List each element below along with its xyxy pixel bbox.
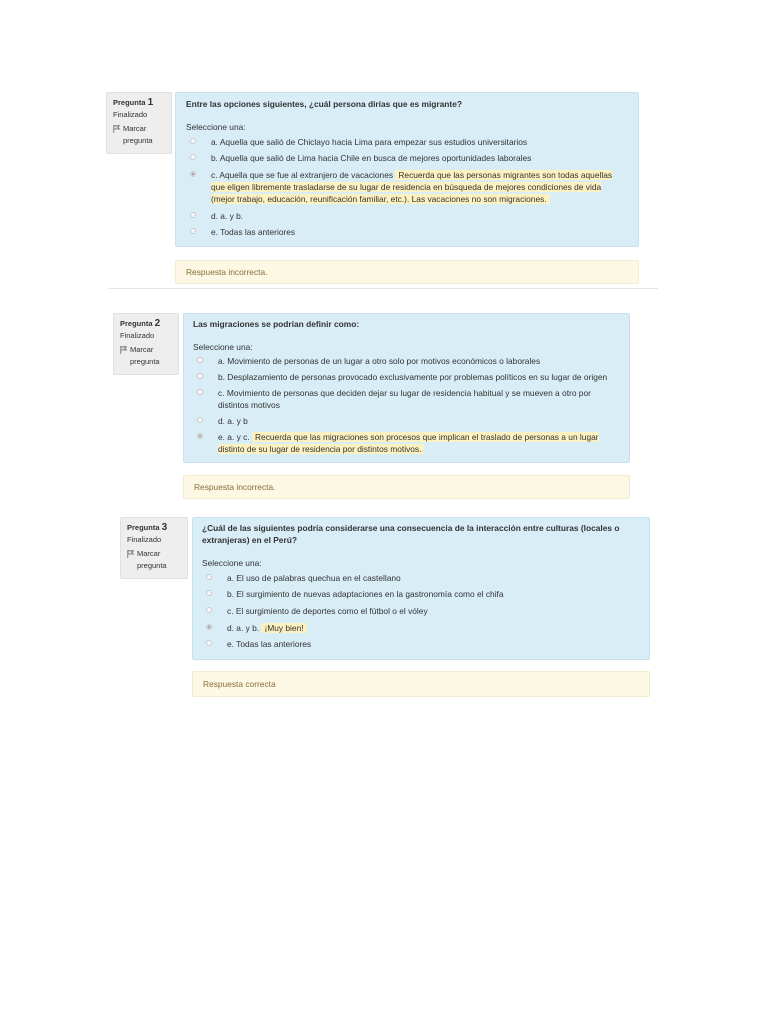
flag-label: Marcar pregunta — [123, 124, 153, 145]
answer-option-c[interactable] — [206, 605, 626, 617]
radio-button-selected[interactable] — [206, 624, 212, 630]
radio-button[interactable] — [190, 228, 196, 234]
question-status: Finalizado — [127, 535, 162, 544]
answer-option-c[interactable] — [197, 387, 602, 411]
radio-button[interactable] — [190, 154, 196, 160]
question-status: Finalizado — [113, 110, 148, 119]
answer-option-e[interactable] — [206, 638, 626, 650]
option-text-with-feedback — [227, 622, 307, 634]
answer-option-a[interactable] — [197, 355, 617, 367]
specific-feedback: Recuerda que las personas migrantes son todas aquellas que eligen libremente trasladarse de su lugar de residencia en búsqueda de mejores condiciones de vida (mejor trabajo, educación, reunificación familiar, etc.). Las vacaciones no son migraciones. — [211, 170, 613, 204]
question-number-value: 1 — [147, 97, 154, 108]
option-text: b. El surgimiento de nuevas adaptaciones en la gastronomía como el chifa — [227, 589, 504, 599]
question-number-value: 3 — [161, 522, 168, 533]
option-text-with-feedback — [211, 169, 620, 205]
flag-label: Marcar pregunta — [130, 345, 160, 366]
question-info — [106, 92, 172, 154]
radio-button[interactable] — [206, 640, 212, 646]
answer-option-d[interactable] — [197, 415, 617, 427]
flag-icon — [113, 125, 121, 133]
answer-option-a[interactable] — [206, 572, 626, 584]
flag-icon — [127, 550, 135, 558]
option-text: c. Movimiento de personas que deciden dejar su lugar de residencia habitual y se mueven a otro por distintos motivos — [218, 388, 591, 410]
question-content — [175, 92, 639, 247]
question-info — [120, 517, 188, 579]
option-text: c. El surgimiento de deportes como el fútbol o el vóley — [227, 606, 428, 616]
option-text: b. Desplazamiento de personas provocado exclusivamente por problemas políticos en su lugar de origen — [218, 372, 608, 382]
answer-option-c[interactable] — [190, 169, 620, 205]
option-text: a. Movimiento de personas de un lugar a otro solo por motivos económicos o laborales — [218, 356, 541, 366]
radio-button[interactable] — [206, 607, 212, 613]
question-content — [183, 313, 630, 463]
radio-button-selected[interactable] — [190, 171, 196, 177]
option-text: a. El uso de palabras quechua en el castellano — [227, 573, 401, 583]
answer-option-e[interactable] — [197, 431, 612, 455]
question-number — [120, 318, 172, 330]
answer-prompt: Seleccione una: — [193, 342, 253, 352]
flag-icon — [120, 346, 128, 354]
flag-label: Marcar pregunta — [137, 549, 167, 570]
question-text: Las migraciones se podrían definir como: — [193, 319, 360, 329]
radio-button[interactable] — [190, 212, 196, 218]
option-text: a. Aquella que salió de Chiclayo hacia Lima para empezar sus estudios universitarios — [211, 137, 528, 147]
answer-option-d[interactable] — [206, 622, 626, 634]
divider — [108, 288, 658, 289]
option-text: d. a. y b. — [211, 211, 244, 221]
option-text: e. Todas las anteriores — [211, 227, 296, 237]
question-label: Pregunta — [127, 523, 160, 532]
specific-feedback: ¡Muy bien! — [261, 623, 306, 633]
flag-question-link[interactable] — [120, 344, 172, 368]
question-result: Respuesta incorrecta. — [183, 475, 630, 499]
option-text: e. Todas las anteriores — [227, 639, 312, 649]
question-text: ¿Cuál de las siguientes podría considerarse una consecuencia de la interacción entre culturas (locales o extranjeras) en el Perú? — [202, 523, 620, 545]
question-status: Finalizado — [120, 331, 155, 340]
answer-option-e[interactable] — [190, 226, 630, 238]
radio-button[interactable] — [197, 417, 203, 423]
question-text: Entre las opciones siguientes, ¿cuál persona dirías que es migrante? — [186, 99, 462, 109]
radio-button[interactable] — [197, 373, 203, 379]
radio-button[interactable] — [206, 590, 212, 596]
question-content — [192, 517, 650, 660]
radio-button[interactable] — [206, 574, 212, 580]
answer-option-a[interactable] — [190, 136, 630, 148]
flag-question-link[interactable] — [113, 123, 165, 147]
specific-feedback: Recuerda que las migraciones son procesos que implican el traslado de personas a un lugar distinto de su lugar de residencia por distintos motivos. — [218, 432, 599, 454]
option-text-with-feedback — [218, 431, 612, 455]
option-text: d. a. y b — [218, 416, 248, 426]
question-result: Respuesta correcta — [192, 671, 650, 697]
radio-button[interactable] — [190, 138, 196, 144]
question-label: Pregunta — [120, 319, 153, 328]
option-text: d. a. y b. — [227, 623, 260, 633]
radio-button[interactable] — [197, 389, 203, 395]
question-label: Pregunta — [113, 98, 146, 107]
answer-option-d[interactable] — [190, 210, 630, 222]
answer-prompt: Seleccione una: — [186, 122, 246, 132]
answer-prompt: Seleccione una: — [202, 558, 262, 568]
radio-button-selected[interactable] — [197, 433, 203, 439]
option-text: c. Aquella que se fue al extranjero de vacaciones — [211, 170, 394, 180]
question-number-value: 2 — [154, 318, 161, 329]
question-number — [127, 522, 181, 534]
answer-option-b[interactable] — [206, 588, 626, 600]
flag-question-link[interactable] — [127, 548, 181, 572]
option-text: b. Aquella que salió de Lima hacia Chile en busca de mejores oportunidades laborales — [211, 153, 532, 163]
question-result: Respuesta incorrecta. — [175, 260, 639, 284]
question-info — [113, 313, 179, 375]
answer-option-b[interactable] — [190, 152, 630, 164]
answer-option-b[interactable] — [197, 371, 622, 383]
question-number — [113, 97, 165, 109]
radio-button[interactable] — [197, 357, 203, 363]
option-text: e. a. y c. — [218, 432, 250, 442]
